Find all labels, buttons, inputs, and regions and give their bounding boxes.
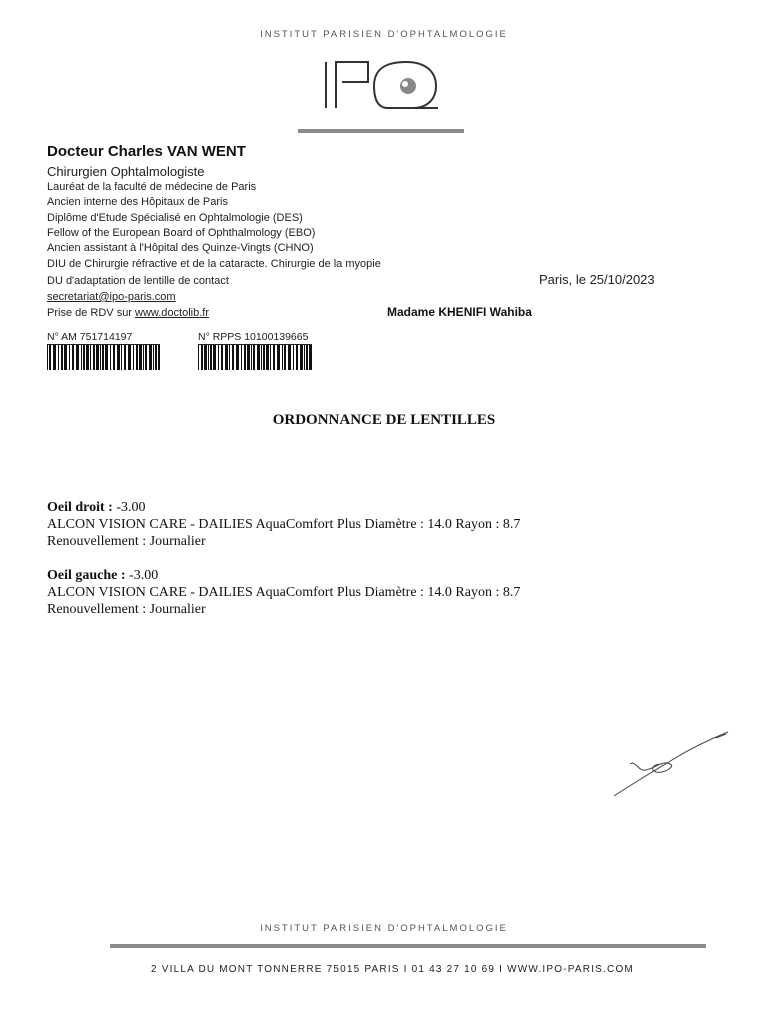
right-eye-renewal: Renouvellement : Journalier [47,534,206,549]
left-eye-value: -3.00 [125,568,159,583]
credential-line: Fellow of the European Board of Ophthalmology (EBO) [47,227,316,239]
left-eye-product: ALCON VISION CARE - DAILIES AquaComfort Plus Diamètre : 14.0 Rayon : 8.7 [47,585,521,600]
credential-line: Ancien interne des Hôpitaux de Paris [47,196,228,208]
rdv-line [47,307,209,319]
credential-line: Lauréat de la faculté de médecine de Paris [47,181,257,193]
institute-header: INSTITUT PARISIEN D'OPHTALMOLOGIE [260,29,508,40]
footer-address: 2 VILLA DU MONT TONNERRE 75015 PARIS I 01 43 27 10 69 I WWW.IPO-PARIS.COM [151,964,634,975]
institute-footer: INSTITUT PARISIEN D'OPHTALMOLOGIE [260,923,508,934]
patient-name: Madame KHENIFI Wahiba [387,305,532,319]
prescription-date: Paris, le 25/10/2023 [539,272,655,287]
email-line [47,291,176,303]
signature [612,730,730,800]
credential-line: Diplôme d'Etude Spécialisé en Ophtalmologie (DES) [47,212,303,224]
left-eye-label: Oeil gauche : [47,568,126,583]
doctor-name: Docteur Charles VAN WENT [47,143,246,160]
header-divider [298,129,464,133]
credential-line: Ancien assistant à l'Hôpital des Quinze-Vingts (CHNO) [47,242,314,254]
am-number [47,331,160,343]
right-eye-line [47,500,146,516]
document-title: ORDONNANCE DE LENTILLES [272,412,496,428]
right-eye-value: -3.00 [112,500,146,515]
credential-line: DU d'adaptation de lentille de contact [47,275,229,287]
left-eye-line [47,568,158,584]
rpps-number [198,331,312,343]
am-number-text: N° AM 751714197 [47,331,133,343]
rpps-number-text: N° RPPS 10100139665 [198,331,309,343]
doctolib-link[interactable]: www.doctolib.fr [135,307,210,319]
left-eye-renewal: Renouvellement : Journalier [47,602,206,617]
rdv-prefix: Prise de RDV sur [47,307,136,319]
ipo-logo [322,58,442,114]
footer-divider [110,944,706,948]
credential-line: DIU de Chirurgie réfractive et de la cataracte. Chirurgie de la myopie [47,258,381,270]
email-link[interactable]: secretariat@ipo-paris.com [47,291,176,303]
right-eye-label: Oeil droit : [47,500,113,515]
rpps-barcode [198,345,312,370]
right-eye-product: ALCON VISION CARE - DAILIES AquaComfort Plus Diamètre : 14.0 Rayon : 8.7 [47,517,521,532]
doctor-title: Chirurgien Ophtalmologiste [47,164,205,179]
am-barcode [47,345,160,370]
